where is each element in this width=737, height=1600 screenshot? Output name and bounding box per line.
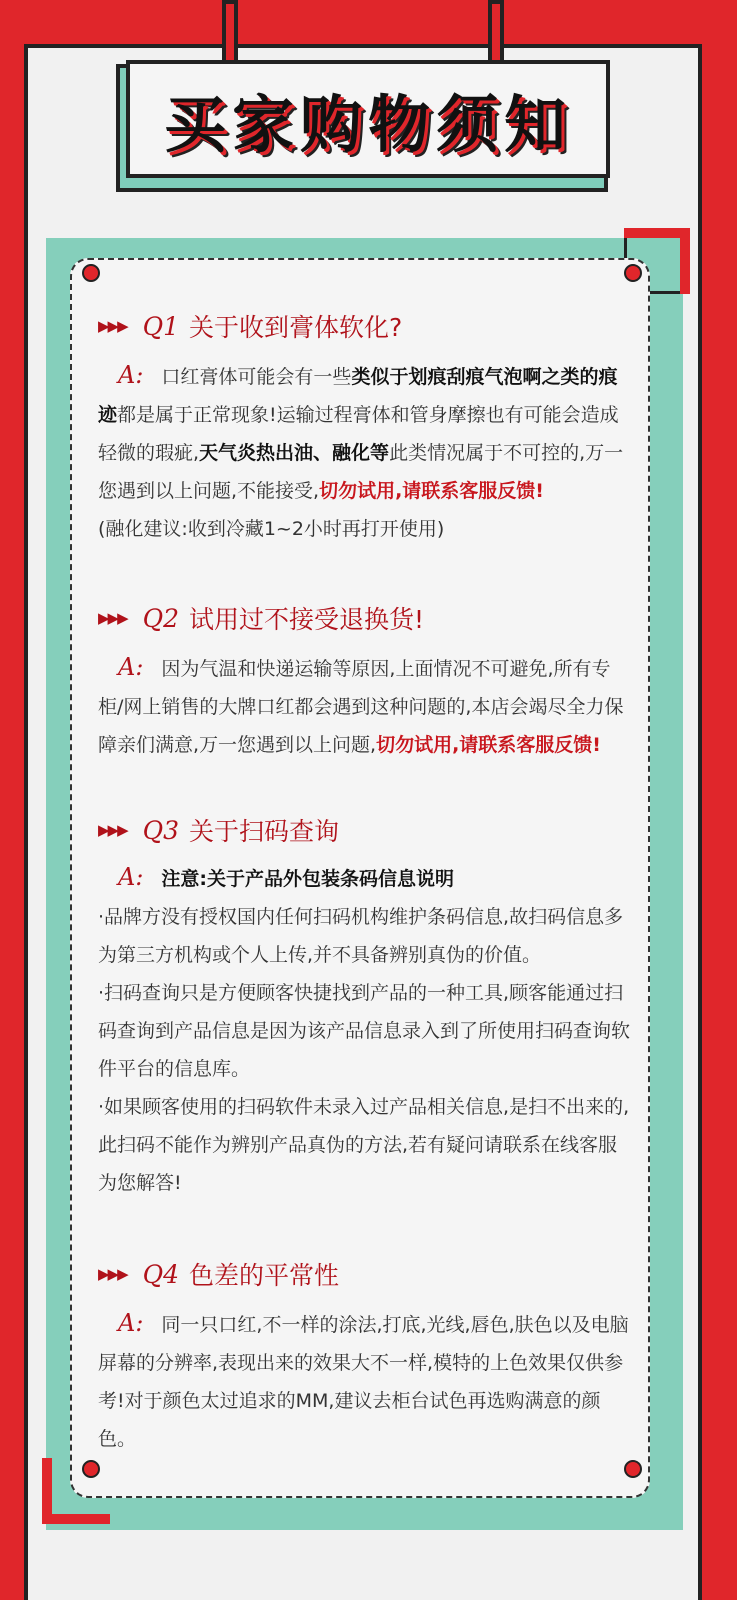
question-title: 关于收到膏体软化? [189,313,403,342]
triple-arrow-icon: ▶▶▶ [98,1265,127,1283]
question-title: 色差的平常性 [189,1261,340,1290]
question-2 [98,600,424,636]
answer-text: 口红膏体可能会有一些 [161,366,352,388]
answer-4 [98,1304,630,1458]
page-title: 买家购物须知 [163,87,572,161]
title-banner [126,60,610,178]
question-number: Q1 [142,311,180,341]
question-3 [98,812,339,848]
pin-dot [82,264,100,282]
question-title: 试用过不接受退换货! [189,605,425,634]
answer-mark: A: [118,1309,144,1337]
pin-dot [624,1460,642,1478]
triple-arrow-icon: ▶▶▶ [98,609,127,627]
answer-paragraph: ·如果顾客使用的扫码软件未录入过产品相关信息,是扫不出来的,此扫码不能作为辨别产品真伪的方法,若有疑问请联系在线客服为您解答! [98,1096,630,1194]
question-title: 关于扫码查询 [189,817,340,846]
pin-dot [624,264,642,282]
hanging-rope-right [488,0,504,62]
answer-text: 因为气温和快递运输等原因,上面情况不可避免,所有专柜/网上销售的大牌口红都会遇到这种问题的,本店会竭尽全力保障亲们满意,万一您遇到以上问题, [98,658,624,756]
answer-warning: 切勿试用,请联系客服反馈! [376,734,601,756]
answer-text: 都是属于正常现象!运输过程膏体和管身摩擦也有可能会造成轻微的瑕疵, [98,404,619,464]
answer-3 [98,858,630,1202]
answer-paragraph: ·品牌方没有授权国内任何扫码机构维护条码信息,故扫码信息多为第三方机构或个人上传,并不具备辨别真伪的价值。 [98,906,624,966]
question-number: Q2 [142,603,180,633]
answer-2 [98,648,630,764]
answer-text: 同一只口红,不一样的涂法,打底,光线,唇色,肤色以及电脑屏幕的分辨率,表现出来的效果大不一样,模特的上色效果仅供参考!对于颜色太过追求的MM,建议去柜台试色再选购满意的颜色。 [98,1314,629,1450]
pin-dot [82,1460,100,1478]
question-number: Q4 [142,1259,180,1289]
hanging-rope-left [222,0,238,62]
answer-mark: A: [118,361,144,389]
question-4 [98,1256,339,1292]
answer-text: 此类情况属于不可控的,万一您遇到以上问题,不能接受, [98,442,624,502]
question-1 [98,308,402,344]
question-number: Q3 [142,815,180,845]
answer-heading: 注意:关于产品外包装条码信息说明 [161,868,455,890]
triple-arrow-icon: ▶▶▶ [98,821,127,839]
faq-card [70,258,650,1498]
answer-bold: 天气炎热出油、融化等 [199,442,390,464]
answer-mark: A: [118,653,144,681]
answer-paragraph: ·扫码查询只是方便顾客快捷找到产品的一种工具,顾客能通过扫码查询到产品信息是因为该产品信息录入到了所使用扫码查询软件平台的信息库。 [98,982,631,1080]
answer-mark: A: [118,863,144,891]
answer-bold: 类似于划痕刮痕气泡啊之类的痕迹 [98,366,618,426]
answer-1 [98,356,630,548]
triple-arrow-icon: ▶▶▶ [98,317,127,335]
answer-note: (融化建议:收到冷藏1~2小时再打开使用) [98,518,445,540]
answer-warning: 切勿试用,请联系客服反馈! [319,480,544,502]
